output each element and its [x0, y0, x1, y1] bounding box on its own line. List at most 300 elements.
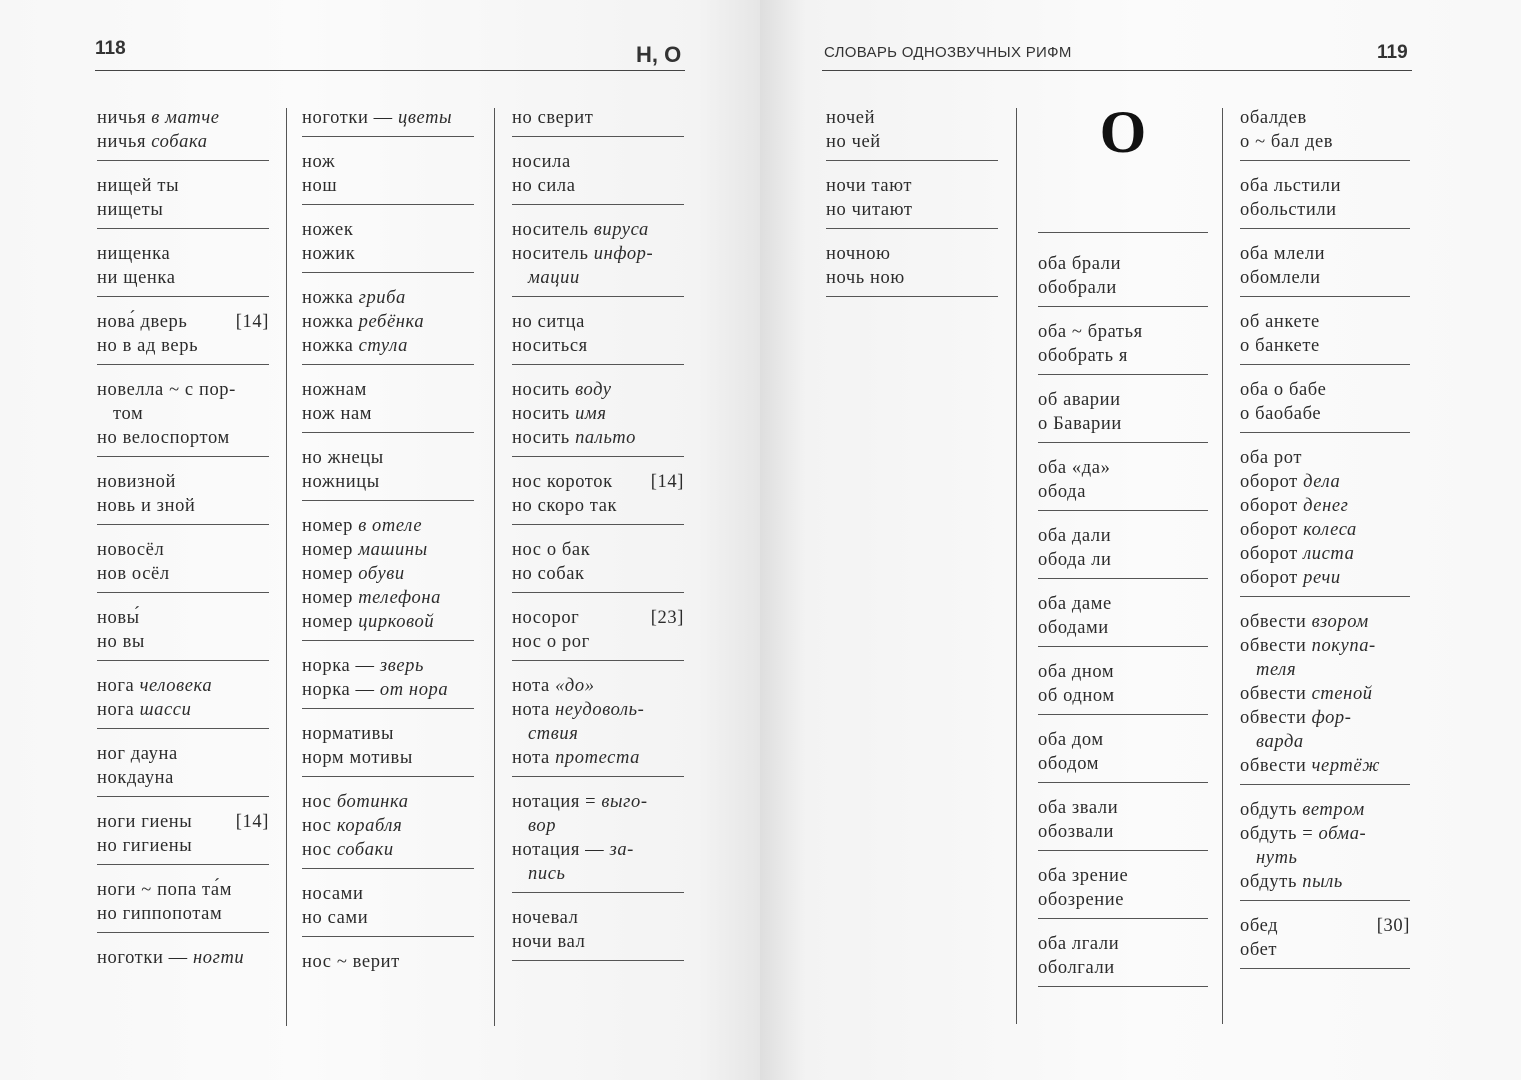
- entry-line: [512, 106, 684, 130]
- entry-line: [97, 902, 269, 926]
- entry-line: [1038, 548, 1208, 572]
- entry-gloss: вируса: [593, 220, 649, 240]
- entry-word: оба дном: [1038, 662, 1115, 682]
- entry-text: [1038, 684, 1208, 708]
- entry-word: нота: [512, 676, 556, 696]
- entry-word: нотация =: [512, 792, 602, 812]
- entry-gloss: листа: [1303, 544, 1355, 564]
- entry-line: [302, 514, 474, 538]
- entry-gloss: от нора: [379, 680, 449, 700]
- entry-text: [302, 790, 474, 814]
- entry-gloss: цирковой: [358, 612, 435, 632]
- entry-line: [1240, 542, 1410, 566]
- dictionary-entry: [97, 942, 269, 976]
- entry-text: [302, 446, 474, 470]
- entry-text: [302, 402, 474, 426]
- entry-line: [512, 242, 684, 266]
- entry-word: оборот: [1240, 568, 1304, 588]
- entry-gloss: ребёнка: [358, 312, 425, 332]
- entry-word: оба даме: [1038, 594, 1112, 614]
- entry-word: но читают: [826, 200, 913, 220]
- dictionary-entry: [302, 786, 474, 869]
- entry-line: [1038, 276, 1208, 300]
- entry-line: [302, 218, 474, 242]
- entry-word: новосёл: [97, 540, 165, 560]
- entry-line: [97, 310, 269, 334]
- entry-text: [1038, 864, 1208, 888]
- entry-text: [528, 814, 684, 838]
- entry-word: ободом: [1038, 754, 1099, 774]
- entry-word: нос: [302, 816, 337, 836]
- entry-word: ноготки —: [302, 108, 399, 128]
- entry-line: [826, 130, 998, 154]
- entry-line: [1038, 456, 1208, 480]
- entry-line: [1038, 524, 1208, 548]
- dictionary-entry: [826, 102, 998, 161]
- entry-word: ничья: [97, 108, 152, 128]
- entry-text: [1240, 242, 1410, 266]
- entry-text: [302, 722, 474, 746]
- entry-line: [1240, 130, 1410, 154]
- entry-line: [302, 950, 474, 974]
- entry-text: [302, 610, 474, 634]
- dictionary-entry: [1240, 794, 1410, 901]
- dictionary-entry: [97, 374, 269, 457]
- entry-text: [302, 150, 474, 174]
- entry-text: [1038, 456, 1208, 480]
- entry-word: ножка: [302, 312, 359, 332]
- entry-line: [1240, 334, 1410, 358]
- entry-gloss: теля: [1256, 660, 1297, 680]
- entry-gloss: машины: [358, 540, 428, 560]
- entry-gloss: ствия: [528, 724, 579, 744]
- entry-line: [97, 810, 269, 834]
- entry-word: нота: [512, 700, 556, 720]
- entry-text: [512, 174, 684, 198]
- entry-word: носила: [512, 152, 571, 172]
- header-rule-right: [822, 70, 1412, 71]
- entry-line: [1240, 938, 1410, 962]
- entry-text: [1038, 592, 1208, 616]
- entry-word: новы́: [97, 608, 140, 628]
- entry-line: [1240, 706, 1410, 730]
- dictionary-entry: [1240, 170, 1410, 229]
- entry-line: [97, 562, 269, 586]
- entry-text: [1038, 616, 1208, 640]
- column-right-3: [1240, 102, 1410, 978]
- entry-word: ноготки —: [97, 948, 194, 968]
- entry-line: [302, 678, 474, 702]
- entry-word: но жнецы: [302, 448, 384, 468]
- entry-word: носиться: [512, 336, 588, 356]
- entry-word: но гигиены: [97, 836, 193, 856]
- entry-word: обдуть: [1240, 872, 1303, 892]
- dictionary-entry: [302, 878, 474, 937]
- entry-word: нос о рог: [512, 632, 590, 652]
- entry-reference: [14]: [650, 472, 684, 492]
- entry-line: [302, 446, 474, 470]
- dictionary-entry: [1038, 452, 1208, 511]
- entry-word: нота: [512, 748, 556, 768]
- entry-word: но скоро так: [512, 496, 618, 516]
- entry-line: [1038, 388, 1208, 412]
- entry-line: [1038, 592, 1208, 616]
- entry-gloss: в матче: [151, 108, 220, 128]
- entry-word: носитель: [512, 244, 594, 264]
- entry-line: [512, 426, 684, 450]
- entry-word: оба брали: [1038, 254, 1122, 274]
- entry-text: [113, 402, 269, 426]
- entry-text: [512, 606, 645, 630]
- entry-reference: [14]: [235, 812, 269, 832]
- entry-text: [826, 242, 998, 266]
- entry-word: обобрать я: [1038, 346, 1128, 366]
- entry-line: [97, 742, 269, 766]
- entry-gloss: речи: [1303, 568, 1341, 588]
- entry-word: оба звали: [1038, 798, 1119, 818]
- entry-text: [512, 906, 684, 930]
- entry-text: [512, 378, 684, 402]
- dictionary-entry: [1038, 588, 1208, 647]
- entry-word: но сами: [302, 908, 369, 928]
- entry-line: [1038, 956, 1208, 980]
- entry-text: [97, 630, 269, 654]
- entry-text: [97, 494, 269, 518]
- entry-word: ночь ною: [826, 268, 905, 288]
- entry-line: [826, 106, 998, 130]
- entry-text: [512, 562, 684, 586]
- entry-line: [1038, 252, 1208, 276]
- entry-word: носорог: [512, 608, 580, 628]
- entry-text: [1038, 412, 1208, 436]
- entry-gloss: покупа-: [1311, 636, 1376, 656]
- entry-line: [1240, 754, 1410, 778]
- entry-line: [1240, 682, 1410, 706]
- entry-gloss: за-: [609, 840, 634, 860]
- dictionary-entry: [512, 306, 684, 365]
- entry-text: [1240, 938, 1410, 962]
- entry-line: [512, 310, 684, 334]
- entry-text: [512, 218, 684, 242]
- entry-text: [302, 838, 474, 862]
- entry-word: оборот: [1240, 472, 1304, 492]
- entry-text: [302, 470, 474, 494]
- dictionary-entry: [302, 102, 474, 137]
- entry-gloss: шасси: [139, 700, 192, 720]
- entry-word: обода ли: [1038, 550, 1112, 570]
- entry-line: [826, 242, 998, 266]
- entry-line: [1038, 480, 1208, 504]
- entry-word: об аварии: [1038, 390, 1121, 410]
- entry-text: [97, 242, 269, 266]
- entry-text: [302, 678, 474, 702]
- entry-text: [97, 106, 269, 130]
- dictionary-entry: [1038, 928, 1208, 987]
- entry-text: [97, 310, 230, 334]
- entry-word: ножнам: [302, 380, 367, 400]
- dictionary-entry: [97, 874, 269, 933]
- entry-word: нож нам: [302, 404, 373, 424]
- dictionary-entry: [1038, 860, 1208, 919]
- entry-word: номер: [302, 588, 359, 608]
- entry-line: [512, 538, 684, 562]
- entry-text: [512, 930, 684, 954]
- entry-text: [97, 426, 269, 450]
- entry-text: [512, 310, 684, 334]
- entry-line: [97, 698, 269, 722]
- entry-gloss: в отеле: [358, 516, 423, 536]
- entry-text: [1256, 846, 1410, 870]
- entry-line: [512, 378, 684, 402]
- entry-line: [826, 198, 998, 222]
- entry-text: [97, 742, 269, 766]
- entry-line: [512, 494, 684, 518]
- entry-word: номер: [302, 540, 359, 560]
- entry-line: [302, 470, 474, 494]
- entry-word: но ситца: [512, 312, 585, 332]
- entry-text: [302, 746, 474, 770]
- entry-line: [97, 470, 269, 494]
- entry-line: [1240, 106, 1410, 130]
- entry-text: [1240, 174, 1410, 198]
- entry-word: обода: [1038, 482, 1087, 502]
- entry-text: [302, 286, 474, 310]
- entry-gloss: колеса: [1303, 520, 1357, 540]
- entry-text: [302, 882, 474, 906]
- entry-line: [1240, 566, 1410, 590]
- dictionary-entry: [1240, 102, 1410, 161]
- entry-word: но вы: [97, 632, 145, 652]
- entry-text: [302, 654, 474, 678]
- entry-word: норм мотивы: [302, 748, 413, 768]
- entry-text: [97, 378, 269, 402]
- entry-gloss: ветром: [1302, 800, 1365, 820]
- entry-text: [512, 426, 684, 450]
- entry-line: [302, 746, 474, 770]
- entry-text: [97, 698, 269, 722]
- entry-word: ноги гиены: [97, 812, 193, 832]
- entry-line: [97, 878, 269, 902]
- entry-text: [97, 130, 269, 154]
- entry-text: [302, 514, 474, 538]
- entry-word: оба зрение: [1038, 866, 1129, 886]
- entry-gloss: цветы: [398, 108, 453, 128]
- dictionary-entry: [512, 786, 684, 893]
- entry-text: [1038, 344, 1208, 368]
- dictionary-entry: [512, 146, 684, 205]
- entry-gloss: пись: [528, 864, 566, 884]
- section-letter-rule: [1038, 232, 1208, 233]
- entry-word: ни щенка: [97, 268, 176, 288]
- entry-line: [1038, 344, 1208, 368]
- entry-word: нож: [302, 152, 336, 172]
- entry-text: [1038, 548, 1208, 572]
- entry-word: обозвали: [1038, 822, 1115, 842]
- entry-gloss: инфор-: [593, 244, 654, 264]
- entry-line: [512, 470, 684, 494]
- entry-word: ночною: [826, 244, 891, 264]
- entry-text: [1038, 276, 1208, 300]
- entry-line: [302, 838, 474, 862]
- entry-word: обвести: [1240, 612, 1312, 632]
- entry-text: [97, 198, 269, 222]
- entry-line: [97, 402, 269, 426]
- entry-gloss: телефона: [358, 588, 441, 608]
- entry-line: [97, 538, 269, 562]
- entry-word: обед: [1240, 916, 1279, 936]
- entry-line: [302, 814, 474, 838]
- entry-gloss: зверь: [379, 656, 425, 676]
- entry-gloss: нуть: [1256, 848, 1298, 868]
- dictionary-entry: [302, 214, 474, 273]
- entry-line: [1038, 684, 1208, 708]
- entry-text: [97, 674, 269, 698]
- entry-word: носить: [512, 380, 576, 400]
- entry-gloss: неудоволь-: [555, 700, 645, 720]
- section-letter: О: [1099, 99, 1147, 165]
- dictionary-entry: [512, 670, 684, 777]
- entry-word: о баобабе: [1240, 404, 1322, 424]
- entry-text: [302, 174, 474, 198]
- entry-text: [512, 494, 684, 518]
- entry-text: [1240, 518, 1410, 542]
- entry-gloss: обма-: [1318, 824, 1367, 844]
- entry-text: [97, 902, 269, 926]
- entry-word: ножек: [302, 220, 354, 240]
- entry-line: [97, 130, 269, 154]
- entry-line: [512, 746, 684, 770]
- dictionary-entry: [1240, 306, 1410, 365]
- entry-text: [97, 470, 269, 494]
- entry-text: [1038, 752, 1208, 776]
- dictionary-entry: [512, 534, 684, 593]
- entry-text: [528, 722, 684, 746]
- entry-gloss: гриба: [358, 288, 406, 308]
- header-rule-left: [95, 70, 685, 71]
- entry-line: [1038, 820, 1208, 844]
- entry-line: [97, 106, 269, 130]
- column-divider: [1222, 108, 1223, 1024]
- entry-gloss: пальто: [575, 428, 637, 448]
- dictionary-entry: [512, 902, 684, 961]
- entry-text: [512, 630, 684, 654]
- entry-text: [512, 242, 684, 266]
- dictionary-entry: [302, 510, 474, 641]
- entry-line: [1240, 310, 1410, 334]
- entry-text: [302, 562, 474, 586]
- entry-word: нога: [97, 676, 140, 696]
- dictionary-entry: [302, 442, 474, 501]
- entry-word: носитель: [512, 220, 594, 240]
- column-left-1: [97, 102, 269, 985]
- column-right-2: [1038, 248, 1208, 996]
- entry-line: [512, 790, 684, 814]
- entry-text: [97, 562, 269, 586]
- entry-text: [528, 266, 684, 290]
- entry-line: [97, 674, 269, 698]
- entry-word: оба рот: [1240, 448, 1303, 468]
- entry-text: [302, 950, 474, 974]
- entry-text: [97, 946, 269, 970]
- entry-text: [1038, 480, 1208, 504]
- dictionary-entry: [1038, 724, 1208, 783]
- entry-word: ободами: [1038, 618, 1109, 638]
- entry-line: [512, 814, 684, 838]
- entry-gloss: мации: [528, 268, 580, 288]
- entry-line: [1038, 888, 1208, 912]
- entry-line: [1038, 320, 1208, 344]
- entry-text: [512, 698, 684, 722]
- entry-line: [512, 150, 684, 174]
- entry-word: нош: [302, 176, 338, 196]
- dictionary-entry: [1038, 656, 1208, 715]
- entry-line: [1240, 266, 1410, 290]
- entry-text: [1256, 658, 1410, 682]
- dictionary-entry: [1240, 442, 1410, 597]
- entry-line: [1038, 660, 1208, 684]
- entry-text: [1240, 610, 1410, 634]
- entry-word: но чей: [826, 132, 881, 152]
- entry-word: ног дауна: [97, 744, 178, 764]
- entry-line: [512, 630, 684, 654]
- entry-word: носами: [302, 884, 364, 904]
- entry-word: но в ад верь: [97, 336, 199, 356]
- dictionary-entry: [97, 170, 269, 229]
- entry-line: [97, 630, 269, 654]
- entry-line: [1038, 864, 1208, 888]
- entry-word: но гиппопотам: [97, 904, 223, 924]
- dictionary-entry: [97, 602, 269, 661]
- entry-text: [302, 906, 474, 930]
- entry-line: [1240, 518, 1410, 542]
- entry-text: [97, 878, 269, 902]
- entry-word: нищенка: [97, 244, 171, 264]
- entry-text: [97, 174, 269, 198]
- entry-line: [302, 722, 474, 746]
- entry-text: [826, 106, 998, 130]
- dictionary-entry: [1038, 316, 1208, 375]
- entry-text: [512, 334, 684, 358]
- entry-line: [512, 562, 684, 586]
- entry-text: [1038, 728, 1208, 752]
- dictionary-entry: [1038, 792, 1208, 851]
- entry-text: [512, 746, 684, 770]
- entry-word: том: [113, 404, 144, 424]
- entry-text: [1240, 310, 1410, 334]
- entry-line: [1038, 796, 1208, 820]
- entry-text: [302, 378, 474, 402]
- entry-line: [1240, 822, 1410, 846]
- entry-gloss: ботинка: [336, 792, 409, 812]
- entry-text: [826, 174, 998, 198]
- dictionary-entry: [512, 214, 684, 297]
- column-left-3: [512, 102, 684, 970]
- entry-line: [97, 946, 269, 970]
- dictionary-entry: [302, 146, 474, 205]
- entry-line: [512, 930, 684, 954]
- entry-gloss: обуви: [358, 564, 405, 584]
- entry-line: [512, 674, 684, 698]
- entry-text: [512, 150, 684, 174]
- entry-line: [302, 790, 474, 814]
- entry-line: [97, 834, 269, 858]
- dictionary-entry: [302, 650, 474, 709]
- entry-word: оборот: [1240, 544, 1304, 564]
- entry-text: [826, 198, 998, 222]
- entry-line: [512, 722, 684, 746]
- entry-word: новизной: [97, 472, 176, 492]
- entry-gloss: имя: [575, 404, 607, 424]
